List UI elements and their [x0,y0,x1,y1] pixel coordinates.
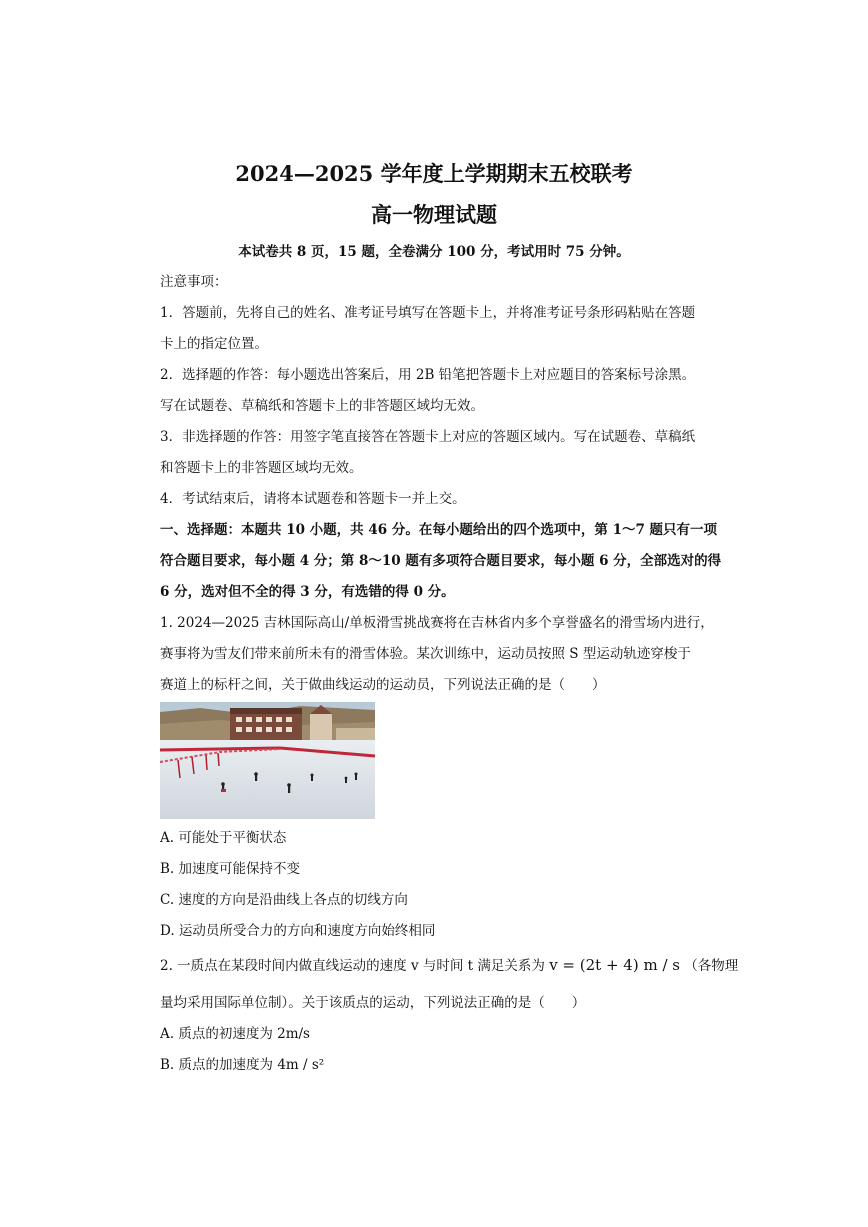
q1-stem-c: 赛道上的标杆之间，关于做曲线运动的运动员，下列说法正确的是（ ） [160,677,606,693]
section1-line-b: 符合题目要求，每小题 4 分；第 8～10 题有多项符合题目要求，每小题 6 分，全部选对的得 [160,553,722,569]
q1-option-c: C. 速度的方向是沿曲线上各点的切线方向 [160,892,408,908]
q1-option-d: D. 运动员所受合力的方向和速度方向始终相同 [160,923,436,939]
notice-item-1b: 卡上的指定位置。 [160,336,268,352]
notice-item-1a: 1．答题前，先将自己的姓名、准考证号填写在答题卡上，并将准考证号条形码粘贴在答题 [160,305,696,321]
notice-item-4: 4．考试结束后，请将本试题卷和答题卡一并上交。 [160,491,466,507]
notice-item-3a: 3．非选择题的作答：用签字笔直接答在答题卡上对应的答题区域内。写在试题卷、草稿纸 [160,429,696,445]
q1-option-b: B. 加速度可能保持不变 [160,861,301,877]
ski-slope-photo [160,702,375,819]
notice-item-2b: 写在试题卷、草稿纸和答题卡上的非答题区域均无效。 [160,398,484,414]
section1-line-c: 6 分，选对但不全的得 3 分，有选错的得 0 分。 [160,584,455,600]
section1-line-a: 一、选择题：本题共 10 小题，共 46 分。在每小题给出的四个选项中，第 1～7 题只有一项 [160,522,718,538]
q2-formula: v = (2t + 4) m / s [549,956,680,974]
exam-title: 2024—2025 学年度上学期期末五校联考 [235,161,633,186]
q2-stem-a-post: （各物理 [684,958,739,974]
notice-heading: 注意事项： [160,274,228,290]
exam-subject: 高一物理试题 [371,202,497,227]
exam-info: 本试卷共 8 页，15 题，全卷满分 100 分，考试用时 75 分钟。 [238,244,630,260]
q2-option-b [160,1055,720,1075]
q1-stem-b: 赛事将为雪友们带来前所未有的滑雪体验。某次训练中，运动员按照 S 型运动轨迹穿梭于 [160,646,691,662]
q2-stem-a-pre: 2. 一质点在某段时间内做直线运动的速度 v 与时间 t 满足关系为 [160,958,545,974]
notice-item-3b: 和答题卡上的非答题区域均无效。 [160,460,363,476]
q1-option-a: A. 可能处于平衡状态 [160,830,287,846]
ski-slope-photo-svg [160,702,375,819]
q2-option-b-value: 4m / s² [277,1057,325,1073]
q2-option-b-pre: B. 质点的加速度为 [160,1057,274,1073]
q2-stem-a [160,955,739,976]
notice-item-2a: 2．选择题的作答：每小题选出答案后，用 2B 铅笔把答题卡上对应题目的答案标号涂黑。 [160,367,696,383]
q2-option-a: A. 质点的初速度为 2m/s [160,1026,310,1042]
q2-stem-b: 量均采用国际单位制）。关于该质点的运动，下列说法正确的是（ ） [160,995,586,1011]
q1-stem-a: 1. 2024—2025 吉林国际高山/单板滑雪挑战赛将在吉林省内多个享誉盛名的滑雪场内进行， [160,615,714,631]
